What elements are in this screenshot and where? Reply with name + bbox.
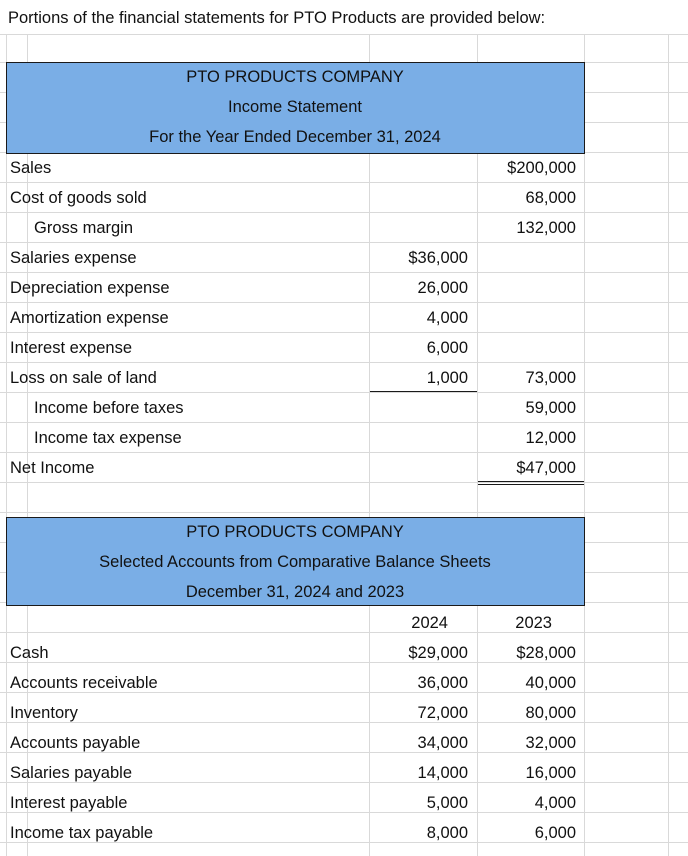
balance-sheet-company: PTO PRODUCTS COMPANY: [186, 523, 404, 541]
is-inner-salaries: $36,000: [408, 249, 468, 267]
bs-label-inventory: Inventory: [10, 704, 78, 722]
bs-2023-inventory: 80,000: [525, 704, 576, 722]
is-label-net-income: Net Income: [10, 459, 95, 477]
bs-2024-interest-payable: 5,000: [426, 794, 468, 812]
net-income-double-rule-top: [478, 481, 584, 482]
intro-text: Portions of the financial statements for PTO Products are provided below:: [8, 9, 546, 27]
is-label-salaries: Salaries expense: [10, 249, 137, 267]
income-statement-period: For the Year Ended December 31, 2024: [149, 128, 441, 146]
is-label-sales: Sales: [10, 159, 52, 177]
bs-2024-income-tax-payable: 8,000: [426, 824, 468, 842]
bs-2023-cash: $28,000: [516, 644, 576, 662]
is-label-income-tax: Income tax expense: [34, 429, 182, 447]
bs-label-interest-payable: Interest payable: [10, 794, 128, 812]
net-income-double-rule-bottom: [478, 484, 584, 485]
bs-2024-accounts-receivable: 36,000: [417, 674, 468, 692]
is-outer-net-income: $47,000: [516, 459, 576, 477]
bs-label-salaries-payable: Salaries payable: [10, 764, 132, 782]
bs-2023-accounts-receivable: 40,000: [525, 674, 576, 692]
balance-sheet-period: December 31, 2024 and 2023: [185, 583, 405, 601]
is-label-cogs: Cost of goods sold: [10, 189, 147, 207]
bs-2024-accounts-payable: 34,000: [417, 734, 468, 752]
is-label-loss-on-land: Loss on sale of land: [10, 369, 157, 387]
is-inner-depreciation: 26,000: [417, 279, 468, 297]
is-label-gross-margin: Gross margin: [34, 219, 134, 237]
bs-2023-interest-payable: 4,000: [534, 794, 576, 812]
is-outer-income-before-taxes: 59,000: [525, 399, 576, 417]
income-statement-title: Income Statement: [228, 98, 362, 116]
income-statement-company: PTO PRODUCTS COMPANY: [186, 68, 404, 86]
expense-subtotal-rule: [370, 391, 477, 392]
bs-2023-accounts-payable: 32,000: [525, 734, 576, 752]
is-label-depreciation: Depreciation expense: [10, 279, 170, 297]
bs-label-income-tax-payable: Income tax payable: [10, 824, 154, 842]
is-inner-amortization: 4,000: [426, 309, 468, 327]
is-outer-cogs: 68,000: [525, 189, 576, 207]
bs-2024-inventory: 72,000: [417, 704, 468, 722]
is-outer-sales: $200,000: [507, 159, 576, 177]
bs-2024-salaries-payable: 14,000: [417, 764, 468, 782]
is-outer-total-expenses: 73,000: [525, 369, 576, 387]
bs-label-cash: Cash: [10, 644, 49, 662]
is-inner-interest: 6,000: [426, 339, 468, 357]
bs-label-accounts-payable: Accounts payable: [10, 734, 141, 752]
is-label-interest: Interest expense: [10, 339, 132, 357]
is-label-amortization: Amortization expense: [10, 309, 169, 327]
bs-label-accounts-receivable: Accounts receivable: [10, 674, 158, 692]
bs-2024-cash: $29,000: [408, 644, 468, 662]
is-label-income-before-taxes: Income before taxes: [34, 399, 184, 417]
is-inner-loss-on-land: 1,000: [426, 369, 468, 387]
is-outer-gross-margin: 132,000: [516, 219, 576, 237]
col-header-2023: 2023: [515, 614, 552, 632]
col-header-2024: 2024: [411, 614, 448, 632]
balance-sheet-title: Selected Accounts from Comparative Balance Sheets: [99, 553, 491, 571]
bs-2023-income-tax-payable: 6,000: [534, 824, 576, 842]
bs-2023-salaries-payable: 16,000: [525, 764, 576, 782]
is-outer-income-tax: 12,000: [525, 429, 576, 447]
